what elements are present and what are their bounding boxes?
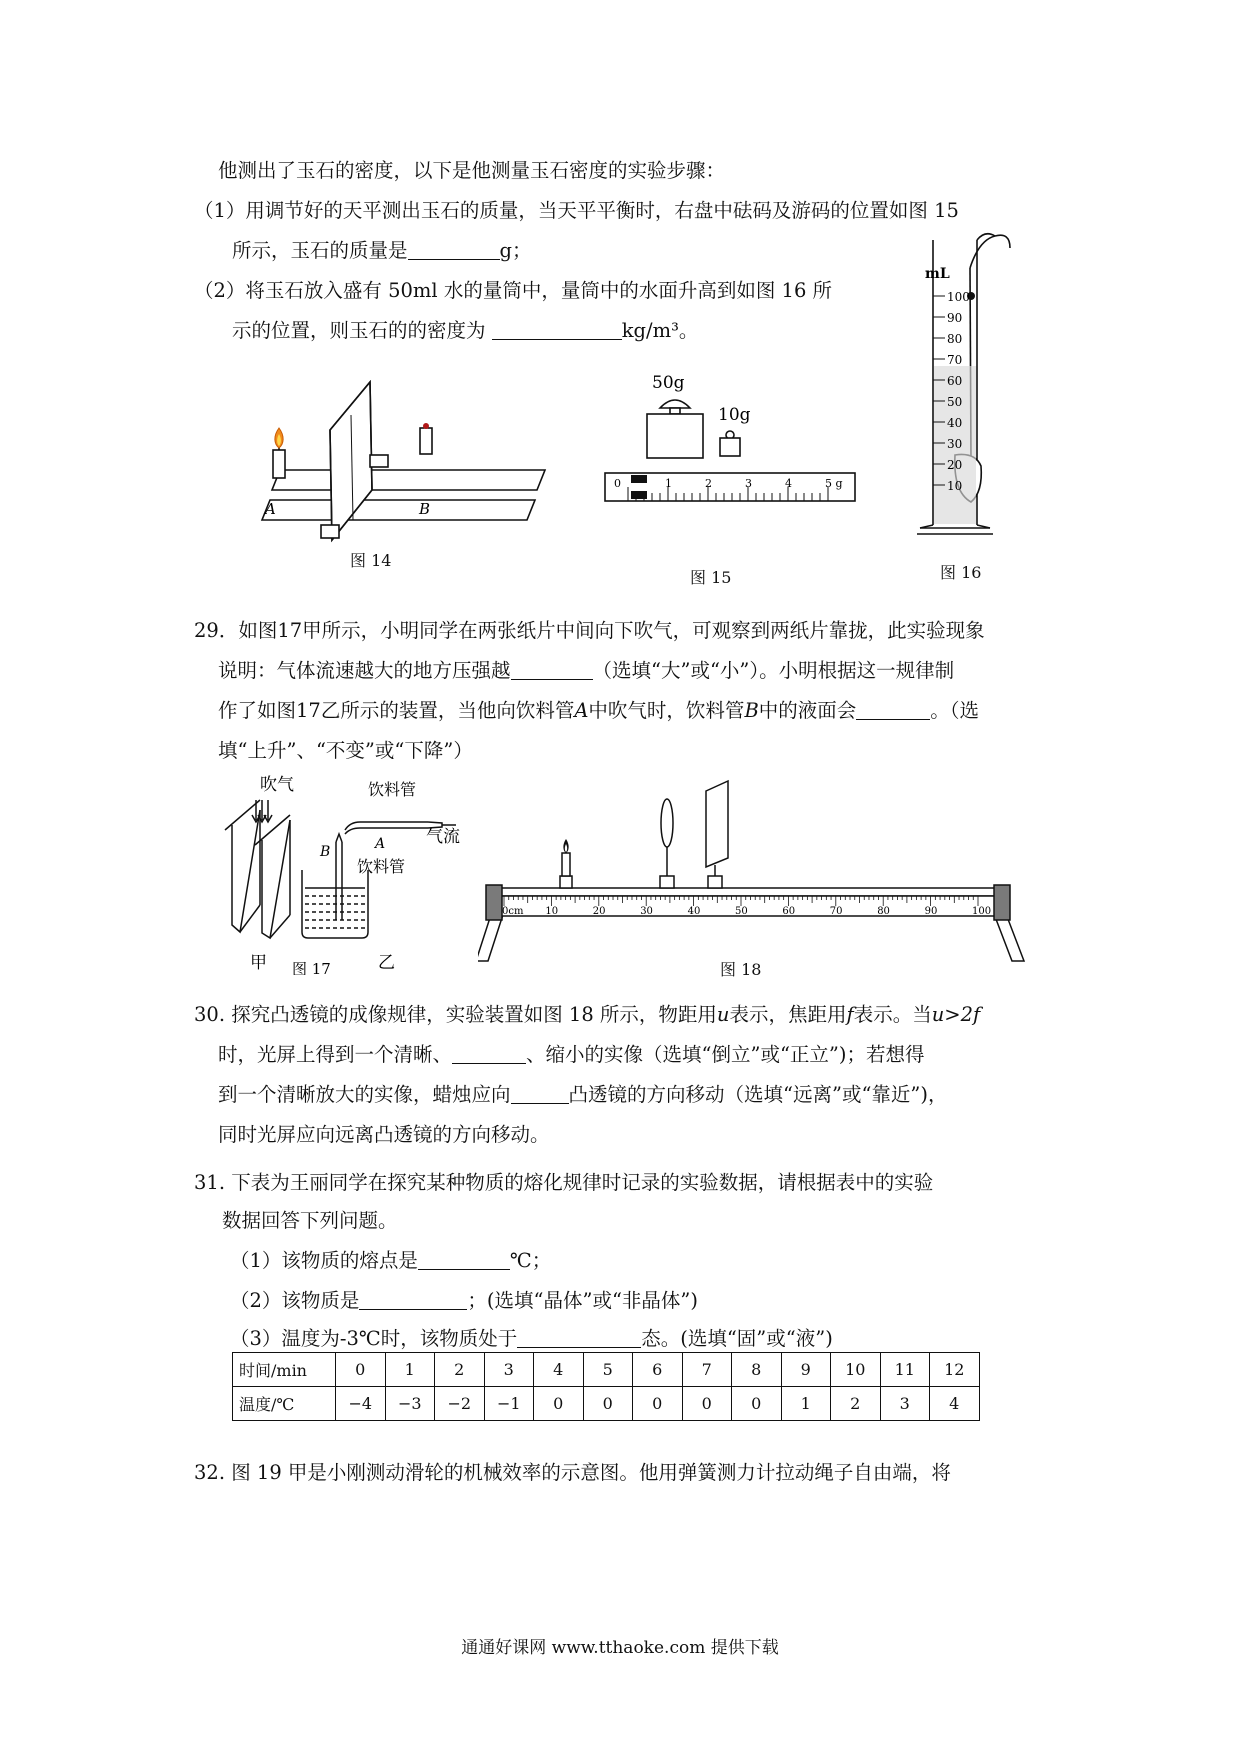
q30-var-f: f [846, 1003, 854, 1026]
fig15-tick-0: 0 [614, 477, 621, 490]
fig17-label-a: A [375, 836, 386, 852]
fig15-weight1-label: 50g [652, 373, 685, 393]
q32-line1: 32. 图 19 甲是小刚测动滑轮的机械效率的示意图。他用弹簧测力计拉动绳子自由端，将 [194, 1461, 951, 1484]
figure-15-balance-weights [600, 370, 860, 540]
q30-line2-text: 时，光屏上得到一个清晰、 [218, 1043, 453, 1066]
q28-step1-line2 [232, 238, 532, 264]
q30-line3-text: 到一个清晰放大的实像，蜡烛应向 [218, 1083, 511, 1106]
fig14-label-a: A [265, 500, 276, 518]
table-cell: 12 [930, 1353, 980, 1387]
fig17-blow-label: 吹气 [260, 775, 294, 795]
fig14-caption: 图 14 [350, 551, 392, 570]
fig16-scale-50: 50 [947, 395, 963, 409]
q30-line2 [218, 1042, 925, 1068]
table-cell: −2 [435, 1387, 485, 1421]
q30-condition: u>2f [931, 1003, 981, 1026]
figure-14-plane-mirror [245, 370, 555, 570]
q31-line1: 31. 下表为王丽同学在探究某种物质的熔化规律时记录的实验数据，请根据表中的实验 [194, 1171, 934, 1194]
table-cell: 5 [583, 1353, 633, 1387]
fig17-jia-label: 甲 [250, 953, 267, 973]
q30-line2-options: 、缩小的实像（选填“倒立”或“正立”)；若想得 [526, 1043, 925, 1066]
fig16-scale-100: 100 [947, 290, 970, 304]
table-cell: 3 [880, 1387, 930, 1421]
q30-line1-text: 30. 探究凸透镜的成像规律，实验装置如图 18 所示，物距用 [194, 1003, 717, 1026]
q31-sub3-options: 态。(选填“固”或“液”) [641, 1327, 833, 1350]
table-cell: 2 [831, 1387, 881, 1421]
table-row-time [233, 1353, 980, 1387]
q28-step2-text: 示的位置，则玉石的的密度为 [232, 319, 486, 342]
answer-blank-substance-type[interactable] [359, 1289, 467, 1310]
answer-blank-mass[interactable] [408, 239, 500, 260]
q28-step1-line1: （1）用调节好的天平测出玉石的质量，当天平平衡时，右盘中砝码及游码的位置如图 15 [194, 199, 959, 222]
fig16-scale-20: 20 [947, 458, 963, 472]
fig18-tick-label: 0cm [502, 906, 524, 917]
table-cell: 0 [534, 1387, 584, 1421]
table-cell: 1 [781, 1387, 831, 1421]
q29-line3 [218, 698, 979, 724]
fig18-tick-label: 40 [687, 906, 701, 917]
fig15-caption: 图 15 [690, 568, 732, 587]
fig18-tick-label: 90 [924, 906, 938, 917]
fig18-tick-label: 80 [877, 906, 890, 917]
q28-step1-text: 所示，玉石的质量是 [232, 239, 408, 262]
fig17-label-b: B [320, 844, 331, 860]
fig15-tick-5: 5 g [825, 477, 843, 490]
fig15-tick-1: 1 [665, 477, 672, 490]
figure-18-optical-bench [478, 775, 1038, 985]
table-cell: 0 [583, 1387, 633, 1421]
fig16-scale-30: 30 [947, 437, 963, 451]
fig18-tick-label: 100 [972, 906, 992, 917]
answer-blank-candle-direction[interactable] [511, 1083, 569, 1104]
q29-line3-text: 作了如图17乙所示的装置，当他向饮料管 [218, 699, 575, 722]
q29-line3-end: 。（选 [930, 699, 980, 722]
table-cell: 6 [633, 1353, 683, 1387]
q31-sub1 [230, 1248, 551, 1274]
answer-blank-image-orientation[interactable] [452, 1043, 526, 1064]
fig18-tick-label: 60 [782, 906, 796, 917]
fig18-tick-label: 20 [592, 906, 606, 917]
fig18-tick-label: 70 [829, 906, 843, 917]
q31-sub1-unit: ℃； [509, 1249, 552, 1272]
answer-blank-melting-point[interactable] [418, 1249, 510, 1270]
q29-line2-options: （选填“大”或“小”）。小明根据这一规律制 [592, 659, 955, 682]
q29-line1: 29．如图17甲所示，小明同学在两张纸片中间向下吹气，可观察到两纸片靠拢，此实验现象 [194, 619, 985, 642]
q30-line3-options: 凸透镜的方向移动（选填“远离”或“靠近”)， [568, 1083, 948, 1106]
table-cell: 0 [732, 1387, 782, 1421]
fig18-tick-label: 30 [640, 906, 653, 917]
q31-sub2-options: ；(选填“晶体”或“非晶体”) [467, 1289, 699, 1312]
q28-step1-unit: g； [499, 239, 532, 262]
page-footer: 通通好课网 www.tthaoke.com 提供下载 [461, 1638, 779, 1658]
q31-sub1-text: （1）该物质的熔点是 [230, 1249, 418, 1272]
table-cell: 7 [682, 1353, 732, 1387]
table-cell: 0 [633, 1387, 683, 1421]
fig17-yi-label: 乙 [378, 953, 395, 973]
table-cell: −4 [336, 1387, 386, 1421]
q28-step2-line2 [232, 318, 698, 344]
table-cell: 2 [435, 1353, 485, 1387]
q31-sub3 [230, 1326, 833, 1352]
fig16-scale-70: 70 [947, 353, 963, 367]
fig16-scale-60: 60 [947, 374, 963, 388]
fig14-label-b: B [419, 500, 431, 518]
fig18-caption: 图 18 [720, 960, 762, 979]
answer-blank-state[interactable] [517, 1327, 641, 1348]
table-cell: 4 [534, 1353, 584, 1387]
figure-16-graduated-cylinder [915, 230, 1035, 540]
q29-straw-a: A [574, 699, 589, 722]
q30-line1 [194, 1002, 980, 1028]
fig16-caption: 图 16 [940, 563, 982, 582]
fig16-scale-10: 10 [947, 479, 963, 493]
q28-step2-unit: kg/m³。 [621, 319, 699, 342]
q30-line1-mid: 表示，焦距用 [729, 1003, 847, 1026]
fig15-tick-2: 2 [705, 477, 712, 490]
fig17-straw-top-label: 饮料管 [368, 780, 417, 799]
table-row-temperature [233, 1387, 980, 1421]
q28-intro: 他测出了玉石的密度，以下是他测量玉石密度的实验步骤： [218, 159, 726, 182]
table-cell: −3 [385, 1387, 435, 1421]
fig16-scale-90: 90 [947, 311, 963, 325]
fig15-tick-4: 4 [785, 477, 792, 490]
fig18-tick-label: 50 [735, 906, 748, 917]
table-cell: 8 [732, 1353, 782, 1387]
fig16-unit: mL [925, 266, 950, 282]
fig18-tick-label: 10 [545, 906, 559, 917]
fig15-weight2-label: 10g [718, 405, 751, 425]
table-cell: 0 [682, 1387, 732, 1421]
q29-line2 [218, 658, 954, 684]
q31-line2: 数据回答下列问题。 [222, 1209, 398, 1232]
q30-line4: 同时光屏应向远离凸透镜的方向移动。 [218, 1123, 550, 1146]
table-cell: 11 [880, 1353, 930, 1387]
q31-sub2-text: （2）该物质是 [230, 1289, 360, 1312]
table-cell: −1 [484, 1387, 534, 1421]
table-header-time: 时间/min [233, 1353, 336, 1387]
table-header-temperature: 温度/℃ [233, 1387, 336, 1421]
fig16-scale-40: 40 [947, 416, 963, 430]
fig17-airflow-label: 气流 [426, 827, 460, 847]
table-cell: 1 [385, 1353, 435, 1387]
q30-var-u: u [716, 1003, 730, 1026]
table-cell: 3 [484, 1353, 534, 1387]
table-cell: 10 [831, 1353, 881, 1387]
q29-line3-mid: 中吹气时，饮料管 [588, 699, 745, 722]
q29-line4: 填“上升”、“不变”或“下降”） [218, 739, 473, 762]
q30-line1-when: 表示。当 [853, 1003, 932, 1026]
fig17-caption: 图 17 [292, 960, 331, 975]
fig17-straw-bottom-label: 饮料管 [357, 857, 406, 876]
table-cell: 9 [781, 1353, 831, 1387]
answer-blank-liquid-level[interactable] [856, 699, 930, 720]
answer-blank-pressure[interactable] [511, 659, 593, 680]
q31-sub2 [230, 1288, 698, 1314]
q28-step2-line1: （2）将玉石放入盛有 50ml 水的量筒中，量筒中的水面升高到如图 16 所 [194, 279, 833, 302]
q30-line3 [218, 1082, 948, 1108]
q29-line2-text: 说明：气体流速越大的地方压强越 [218, 659, 511, 682]
q29-line3-level: 中的液面会 [758, 699, 857, 722]
answer-blank-density[interactable] [492, 319, 622, 340]
q29-straw-b: B [744, 699, 759, 722]
table-cell: 0 [336, 1353, 386, 1387]
fig15-tick-3: 3 [745, 477, 752, 490]
melting-data-table [232, 1352, 980, 1421]
table-cell: 4 [930, 1387, 980, 1421]
q31-sub3-text: （3）温度为-3℃时，该物质处于 [230, 1327, 518, 1350]
fig16-scale-80: 80 [947, 332, 963, 346]
